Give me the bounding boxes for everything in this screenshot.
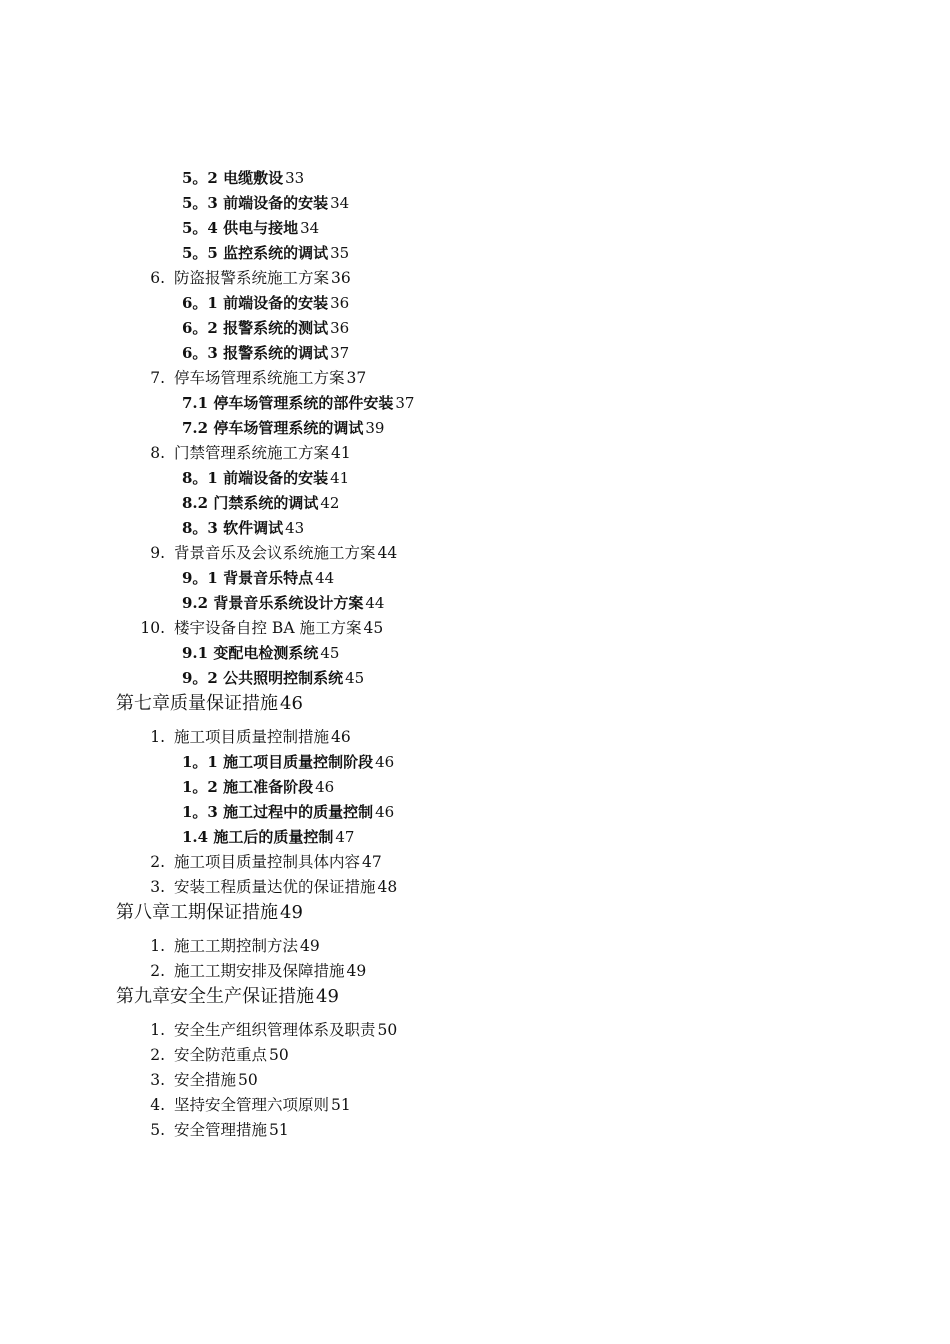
toc-page-number: 49 (300, 937, 320, 955)
toc-page-number: 41 (330, 469, 350, 487)
toc-page-number: 36 (330, 294, 350, 312)
toc-entry-title: 安全管理措施 (174, 1121, 268, 1139)
toc-section-entry[interactable] (0, 441, 950, 466)
toc-page-number: 33 (285, 169, 305, 187)
toc-entry-title: 安全措施 (174, 1071, 237, 1089)
toc-entry-number: 3. (150, 1071, 165, 1089)
toc-section-entry[interactable] (0, 1068, 950, 1093)
toc-section-entry[interactable] (0, 366, 950, 391)
toc-entry-number: 10. (140, 619, 165, 637)
toc-subsection-entry[interactable] (0, 800, 950, 825)
toc-entry-number: 8. (150, 444, 165, 462)
toc-subsection-entry[interactable] (0, 216, 950, 241)
toc-subsection-entry[interactable] (0, 566, 950, 591)
toc-entry-number: 7. (150, 369, 165, 387)
toc-page-number: 49 (346, 962, 367, 980)
toc-entry-number: 1. (150, 1021, 165, 1039)
toc-subsection-entry[interactable] (0, 750, 950, 775)
toc-entry-title: 9.1 变配电检测系统 (182, 644, 319, 662)
toc-section-entry[interactable] (0, 850, 950, 875)
toc-entry-title: 施工项目质量控制具体内容 (174, 853, 361, 871)
toc-entry-title: 9。1 背景音乐特点 (182, 569, 314, 587)
toc-subsection-entry[interactable] (0, 191, 950, 216)
toc-entry-title: 坚持安全管理六项原则 (174, 1096, 330, 1114)
toc-entry-title: 5。5 监控系统的调试 (182, 244, 329, 262)
toc-section-entry[interactable] (0, 1118, 950, 1143)
toc-page-number: 39 (365, 419, 385, 437)
toc-chapter-heading[interactable] (0, 900, 950, 928)
toc-page-number: 36 (331, 269, 351, 287)
toc-entry-number: 1. (150, 937, 165, 955)
toc-entry-title: 1。1 施工项目质量控制阶段 (182, 753, 374, 771)
toc-page-number: 46 (375, 803, 395, 821)
toc-page-number: 50 (377, 1021, 398, 1039)
toc-entry-title: 9。2 公共照明控制系统 (182, 669, 344, 687)
toc-page-number: 50 (238, 1071, 258, 1089)
toc-page-number: 34 (300, 219, 320, 237)
toc-page-number: 51 (331, 1096, 351, 1114)
toc-entry-title: 6。3 报警系统的调试 (182, 344, 329, 362)
toc-page-number: 45 (320, 644, 340, 662)
toc-subsection-entry[interactable] (0, 291, 950, 316)
toc-entry-number: 2. (150, 1046, 165, 1064)
toc-entry-title: 背景音乐及会议系统施工方案 (174, 544, 376, 562)
toc-section-entry[interactable] (0, 1043, 950, 1068)
toc-entry-title: 停车场管理系统施工方案 (174, 369, 345, 387)
toc-entry-title: 7.2 停车场管理系统的调试 (182, 419, 364, 437)
toc-page-number: 41 (331, 444, 351, 462)
toc-page-number: 45 (345, 669, 365, 687)
toc-page-number: 43 (285, 519, 305, 537)
toc-entry-title: 9.2 背景音乐系统设计方案 (182, 594, 364, 612)
toc-page-number: 47 (335, 828, 355, 846)
toc-chapter-heading[interactable] (0, 691, 950, 719)
toc-entry-title: 楼宇设备自控 BA 施工方案 (174, 619, 362, 637)
toc-page-number: 46 (315, 778, 335, 796)
toc-section-entry[interactable] (0, 266, 950, 291)
toc-section-entry[interactable] (0, 541, 950, 566)
toc-entry-title: 第七章质量保证措施 (116, 693, 278, 714)
toc-subsection-entry[interactable] (0, 516, 950, 541)
toc-subsection-entry[interactable] (0, 591, 950, 616)
toc-page-number: 48 (377, 878, 398, 896)
toc-entry-number: 5. (150, 1121, 165, 1139)
toc-page-number: 46 (280, 693, 303, 714)
toc-entry-title: 施工项目质量控制措施 (174, 728, 330, 746)
toc-entry-number: 6. (150, 269, 165, 287)
toc-page-number: 37 (346, 369, 367, 387)
toc-subsection-entry[interactable] (0, 666, 950, 691)
toc-entry-title: 防盗报警系统施工方案 (174, 269, 330, 287)
toc-entry-title: 8。3 软件调试 (182, 519, 284, 537)
toc-entry-title: 5。3 前端设备的安装 (182, 194, 329, 212)
toc-subsection-entry[interactable] (0, 466, 950, 491)
toc-entry-title: 门禁管理系统施工方案 (174, 444, 330, 462)
toc-subsection-entry[interactable] (0, 825, 950, 850)
toc-entry-title: 安装工程质量达优的保证措施 (174, 878, 376, 896)
toc-section-entry[interactable] (0, 875, 950, 900)
toc-page-number: 50 (269, 1046, 289, 1064)
toc-page-number: 44 (365, 594, 385, 612)
toc-entry-title: 8.2 门禁系统的调试 (182, 494, 319, 512)
toc-subsection-entry[interactable] (0, 166, 950, 191)
toc-entry-title: 1。2 施工准备阶段 (182, 778, 314, 796)
table-of-contents (0, 166, 950, 1143)
toc-chapter-heading[interactable] (0, 984, 950, 1012)
toc-page-number: 44 (315, 569, 335, 587)
toc-section-entry[interactable] (0, 725, 950, 750)
toc-entry-title: 8。1 前端设备的安装 (182, 469, 329, 487)
toc-entry-title: 5。4 供电与接地 (182, 219, 299, 237)
toc-entry-title: 6。2 报警系统的测试 (182, 319, 329, 337)
toc-page-number: 42 (320, 494, 340, 512)
toc-subsection-entry[interactable] (0, 775, 950, 800)
toc-page-number: 37 (330, 344, 350, 362)
toc-subsection-entry[interactable] (0, 341, 950, 366)
toc-entry-title: 1.4 施工后的质量控制 (182, 828, 334, 846)
toc-subsection-entry[interactable] (0, 416, 950, 441)
toc-section-entry[interactable] (0, 934, 950, 959)
toc-entry-title: 1。3 施工过程中的质量控制 (182, 803, 374, 821)
toc-entry-title: 5。2 电缆敷设 (182, 169, 284, 187)
toc-page-number: 47 (362, 853, 382, 871)
toc-entry-title: 安全生产组织管理体系及职责 (174, 1021, 376, 1039)
toc-entry-number: 2. (150, 962, 165, 980)
toc-subsection-entry[interactable] (0, 241, 950, 266)
toc-page-number: 37 (395, 394, 415, 412)
toc-entry-number: 4. (150, 1096, 165, 1114)
toc-page-number: 36 (330, 319, 350, 337)
toc-entry-number: 1. (150, 728, 165, 746)
toc-entry-title: 施工工期安排及保障措施 (174, 962, 345, 980)
toc-section-entry[interactable] (0, 959, 950, 984)
toc-entry-title: 第八章工期保证措施 (116, 902, 278, 923)
toc-entry-title: 第九章安全生产保证措施 (116, 986, 314, 1007)
toc-page-number: 49 (316, 986, 339, 1007)
toc-page-number: 49 (280, 902, 303, 923)
toc-section-entry[interactable] (0, 1018, 950, 1043)
toc-entry-title: 7.1 停车场管理系统的部件安装 (182, 394, 394, 412)
toc-section-entry[interactable] (0, 1093, 950, 1118)
toc-entry-number: 3. (150, 878, 165, 896)
toc-page-number: 46 (375, 753, 395, 771)
toc-subsection-entry[interactable] (0, 491, 950, 516)
toc-entry-title: 施工工期控制方法 (174, 937, 299, 955)
toc-entry-title: 6。1 前端设备的安装 (182, 294, 329, 312)
toc-section-entry[interactable] (0, 616, 950, 641)
toc-page-number: 46 (331, 728, 351, 746)
toc-page-number: 34 (330, 194, 350, 212)
toc-entry-title: 安全防范重点 (174, 1046, 268, 1064)
toc-page-number: 44 (377, 544, 398, 562)
toc-entry-number: 9. (150, 544, 165, 562)
toc-page-number: 45 (363, 619, 384, 637)
toc-subsection-entry[interactable] (0, 316, 950, 341)
toc-subsection-entry[interactable] (0, 391, 950, 416)
toc-entry-number: 2. (150, 853, 165, 871)
toc-page-number: 35 (330, 244, 350, 262)
toc-page-number: 51 (269, 1121, 289, 1139)
toc-subsection-entry[interactable] (0, 641, 950, 666)
